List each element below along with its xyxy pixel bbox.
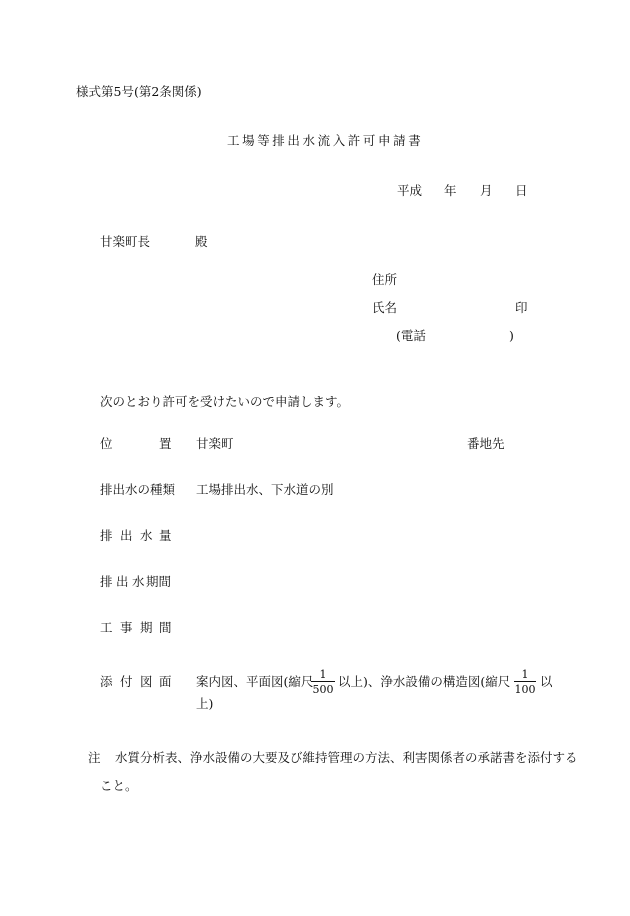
- location-town: 甘楽町: [196, 436, 234, 451]
- phone-open: (電話: [396, 328, 426, 343]
- discharge-volume-label-1: 排: [100, 528, 113, 543]
- name-label: 氏名: [372, 300, 398, 315]
- note-line-1: 水質分析表、浄水設備の大要及び維持管理の方法、利害関係者の承諾書を添付する: [115, 750, 578, 765]
- addressee-name: 甘楽町長: [100, 234, 151, 249]
- addressee-honorific: 殿: [195, 234, 208, 249]
- discharge-type-value: 工場排出水、下水道の別: [196, 482, 334, 497]
- discharge-period-label-3: 水: [132, 574, 145, 589]
- phone-close: ): [509, 328, 514, 343]
- address-label: 住所: [372, 272, 398, 287]
- discharge-period-label-4: 期間: [146, 574, 172, 589]
- date-year: 年: [444, 183, 457, 198]
- form-number: 様式第5号(第2条関係): [76, 84, 202, 99]
- intro-text: 次のとおり許可を受けたいので申請します。: [100, 394, 350, 409]
- document-title: 工場等排出水流入許可申請書: [227, 133, 424, 148]
- date-era: 平成: [397, 183, 423, 198]
- scale-fraction-500: [311, 669, 335, 695]
- fraction-100-numerator: 1: [521, 668, 529, 681]
- discharge-period-label-2: 出: [116, 574, 129, 589]
- construction-period-label-1: 工: [100, 620, 113, 635]
- construction-period-label-3: 期: [140, 620, 153, 635]
- attachments-text-3: 以: [540, 674, 553, 689]
- date-month: 月: [480, 183, 493, 198]
- attachments-text-4: 上): [196, 696, 214, 711]
- location-label-b: 置: [159, 436, 172, 451]
- discharge-type-label: 排出水の種類: [100, 482, 176, 497]
- location-label-a: 位: [100, 436, 113, 451]
- attachments-label-1: 添: [100, 674, 113, 689]
- discharge-volume-label-4: 量: [159, 528, 172, 543]
- fraction-100-denominator: 100: [514, 683, 536, 696]
- attachments-text-1: 案内図、平面図(縮尺: [196, 674, 314, 689]
- discharge-period-label-1: 排: [100, 574, 113, 589]
- fraction-500-denominator: 500: [312, 683, 334, 696]
- attachments-label-3: 図: [140, 674, 153, 689]
- construction-period-label-4: 間: [159, 620, 172, 635]
- seal-mark: 印: [515, 300, 528, 315]
- attachments-label-4: 面: [159, 674, 172, 689]
- date-day: 日: [515, 183, 528, 198]
- construction-period-label-2: 事: [120, 620, 133, 635]
- note-line-2: こと。: [100, 778, 138, 793]
- discharge-volume-label-2: 出: [120, 528, 133, 543]
- attachments-label-2: 付: [120, 674, 133, 689]
- scale-fraction-100: [514, 669, 536, 695]
- location-suffix: 番地先: [467, 436, 505, 451]
- note-label: 注: [88, 750, 101, 765]
- attachments-text-2: 以上)、浄水設備の構造図(縮尺: [338, 674, 511, 689]
- fraction-500-numerator: 1: [319, 668, 327, 681]
- discharge-volume-label-3: 水: [140, 528, 153, 543]
